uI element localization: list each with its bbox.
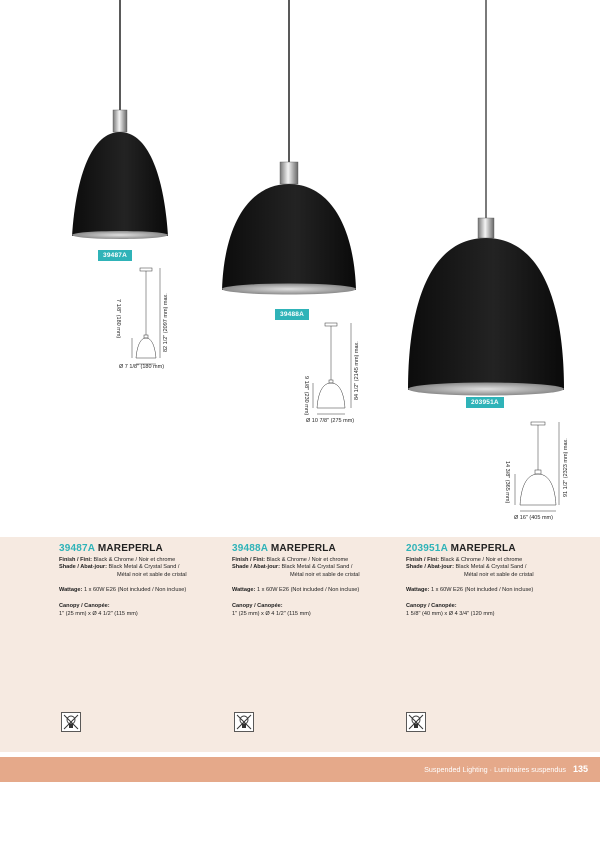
product-tag-203951A: 203951A <box>466 397 504 408</box>
page-footer <box>0 757 600 782</box>
diameter-label-39487A: Ø 7 1/8" (180 mm) <box>119 364 165 370</box>
lamp-39488A-photo <box>222 0 356 295</box>
no-bulb-included-icon <box>406 712 426 732</box>
no-bulb-included-icon <box>61 712 81 732</box>
dimension-drawing-203951A <box>515 422 559 511</box>
dimension-drawing-39488A <box>313 323 351 414</box>
spec-column-39488A: 39488A MAREPERLA Finish / Fini: Black & Chrome / Noir et chrome Shade / Abat-jour: Black Metal & Crystal Sand / Métal noir et sable de cristal Wattage: 1 x 60W E26 (Not included / Non incluse) Canopy / Canopée: 1" (25 mm) x Ø 4 1/2" (115 mm) <box>232 545 407 618</box>
shade-height-label-203951A: 14 3/8" (365 mm) <box>504 461 510 504</box>
dimension-drawing-39487A <box>132 268 160 364</box>
product-heading: 203951A MAREPERLA <box>406 543 516 554</box>
shade-height-label-39487A: 7 1/8" (180 mm) <box>115 299 121 339</box>
diameter-label-39488A: Ø 10 7/8" (275 mm) <box>306 418 355 424</box>
spec-column-203951A: 203951A MAREPERLA Finish / Fini: Black & Chrome / Noir et chrome Shade / Abat-jour: Black Metal & Crystal Sand / Métal noir et sable de cristal Wattage: 1 x 60W E26 (Not included / Non incluse) Canopy / Canopée: 1 5/8" (40 mm) x Ø 4 3/4" (120 mm) <box>406 545 581 618</box>
product-tag-39487A: 39487A <box>98 250 132 261</box>
footer-section-title: Suspended Lighting · Luminaires suspendus <box>424 765 566 774</box>
height-label-39488A: 84 1/2" (2145 mm) max. <box>354 341 360 400</box>
product-tag-39488A: 39488A <box>275 309 309 320</box>
no-bulb-included-icon <box>234 712 254 732</box>
product-heading: 39488A MAREPERLA <box>232 543 336 554</box>
lamp-203951A-photo <box>408 0 564 396</box>
page-number: 135 <box>572 763 588 774</box>
shade-height-label-39488A: 9 1/8" (230 mm) <box>303 376 309 416</box>
lamp-39487A-photo <box>72 0 168 239</box>
height-label-203951A: 91 1/2" (2323 mm) max. <box>563 438 569 497</box>
spec-column-39487A: 39487A MAREPERLA Finish / Fini: Black & Chrome / Noir et chrome Shade / Abat-jour: Black Metal & Crystal Sand / Métal noir et sable de cristal Wattage: 1 x 60W E26 (Not included / Non incluse) Canopy / Canopée: 1" (25 mm) x Ø 4 1/2" (115 mm) <box>59 545 234 618</box>
diameter-label-203951A: Ø 16" (405 mm) <box>514 515 553 521</box>
height-label-39487A: 82 1/2" (2097 mm) max. <box>163 293 169 352</box>
product-heading: 39487A MAREPERLA <box>59 543 163 554</box>
